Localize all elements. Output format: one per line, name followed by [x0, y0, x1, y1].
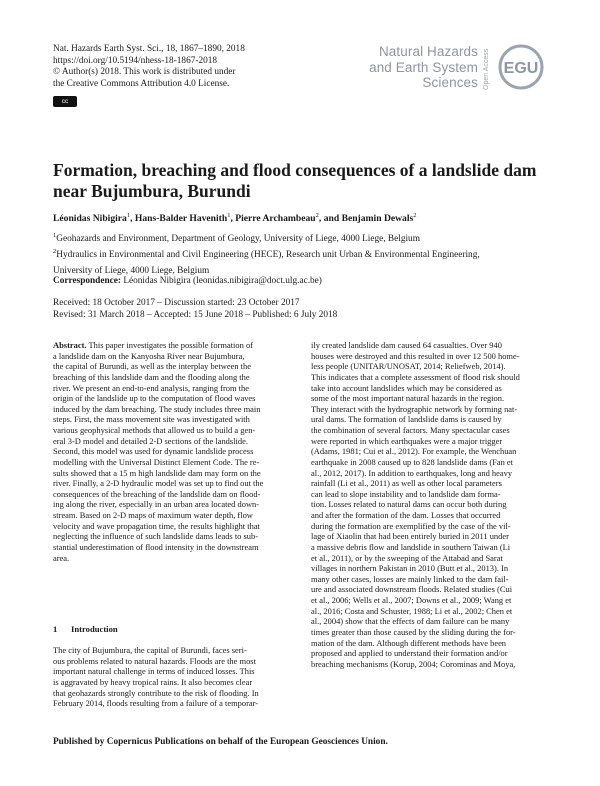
abstract-line: the capital of Burundi, as well as the interplay between the	[53, 361, 251, 372]
abstract-line: river. We present an end-to-end analysis, ranging from the	[53, 382, 249, 393]
abstract-line: steps. First, the mass movement site was investigated with	[53, 414, 250, 425]
author-name: Hans-Balder Havenith	[134, 213, 228, 225]
open-access-label	[483, 40, 495, 92]
abstract-line: velocity and wave propagation time, the results highlight that	[53, 520, 260, 531]
author-list	[53, 212, 553, 224]
correspondence-text[interactable]: Léonidas Nibigira (leonidas.nibigira@doct.ulg.ac.be)	[121, 276, 322, 286]
body-text-line: rainfall (Li et al., 2011) as well as other local parameters	[311, 478, 502, 489]
title-line: Formation, breaching and flood consequences of a landslide dam	[53, 160, 537, 180]
abstract-label: Abstract.	[53, 340, 87, 350]
section-title: Introduction	[71, 624, 118, 634]
body-text-line: earthquake in 2008 caused up to 828 landslide dams (Fan et	[311, 456, 513, 467]
received-date: Received: 18 October 2017 – Discussion started: 23 October 2017	[53, 298, 300, 308]
right-column-text	[311, 340, 554, 669]
correspondence-label: Correspondence:	[53, 276, 121, 286]
license-notice[interactable]: the Creative Commons Attribution 4.0 License.	[53, 78, 230, 89]
abstract	[53, 340, 296, 563]
body-text-line: less people (UNITAR/UNOSAT, 2014; Reliefweb, 2014).	[311, 361, 506, 372]
author-name: Pierre Archambeau	[235, 213, 316, 225]
author-affiliation-mark: 2	[315, 212, 319, 219]
body-text-line: (Adams, 1981; Cui et al., 2012). For example, the Wenchuan	[311, 446, 517, 457]
body-text-line: ural dams. The formation of landslide dams is caused by	[311, 414, 502, 425]
body-text-line: times greater than those caused by the sliding during the for-	[311, 626, 516, 637]
author-affiliation-mark: 1	[126, 212, 131, 219]
introduction-line: ous problems related to natural hazards. Floods are the most	[53, 655, 256, 666]
doi-link[interactable]: https://doi.org/10.5194/nhess-18-1867-2018	[53, 55, 218, 66]
abstract-line: a landslide dam on the Kanyosha River near Bujumbura,	[53, 350, 245, 361]
abstract-line: Second, this model was used for dynamic landslide process	[53, 446, 254, 457]
body-text-line: can lead to slope instability and to landslide dam forma-	[311, 488, 501, 499]
introduction-line: that geohazards strongly contribute to the risk of flooding. In	[53, 687, 259, 698]
revised-date: Revised: 31 March 2018 – Accepted: 15 June 2018 – Published: 6 July 2018	[53, 309, 338, 320]
journal-name	[368, 44, 478, 91]
journal-name-line: Sciences	[422, 75, 478, 90]
abstract-line: river. Finally, a 2-D hydraulic model was set up to find out the	[53, 478, 264, 489]
abstract-line: stream. Based on 2-D maps of maximum water depth, flow	[53, 510, 253, 520]
body-text-line: some of the most important natural hazards in the region.	[311, 393, 505, 404]
section-number: 1	[53, 624, 58, 634]
affiliation: $^1$Geohazards and Environment, Department of Geology, University of Liege, 4000 Liege, Belgium	[53, 232, 420, 245]
body-text-line: ure and associated downstream floods. Related studies (Cui	[311, 584, 513, 595]
body-text-line: et al., 2006; Wells et al., 2007; Downs et al., 2009; Wang et	[311, 595, 512, 605]
abstract-line: neglecting the influence of such landslide dams leads to sub-	[53, 531, 259, 542]
citation: Nat. Hazards Earth Syst. Sci., 18, 1867–1890, 2018	[53, 44, 245, 54]
body-text-line: villages in northern Pakistan in 2010 (Butt et al., 2013). In	[311, 563, 509, 574]
abstract-line: Abstract. This paper investigates the possible formation of	[53, 340, 253, 350]
introduction-text	[53, 645, 296, 709]
egu-logo	[497, 44, 547, 90]
affiliation-mark: 2	[53, 247, 57, 255]
abstract-line: eral 3-D model and detailed 2-D sections of the landslide.	[53, 435, 248, 446]
abstract-line: breaching of this landslide dam and the flooding along the	[53, 371, 250, 382]
abstract-line: origin of the landslide up to the computation of flood waves	[53, 393, 256, 404]
author-separator: ,	[230, 213, 236, 225]
title-line: near Bujumbura, Burundi	[53, 181, 251, 201]
open-access-text: Open Access	[483, 48, 490, 90]
abstract-line: stantial underestimation of flood intensity in the downstream	[53, 541, 259, 552]
cc-license-badge[interactable]: cc	[53, 96, 77, 107]
author-affiliation-mark: 1	[227, 212, 231, 219]
affiliations	[53, 230, 553, 277]
section-heading-introduction	[53, 624, 118, 634]
body-text-line: ily created landslide dam caused 64 casualties. Over 940	[311, 340, 502, 350]
journal-name-line: Natural Hazards	[378, 44, 478, 59]
paper-title	[53, 160, 553, 202]
body-text-line: et al., 2011), or by the sweeping of the Attabad and Sarat	[311, 552, 503, 563]
abstract-line: modelling with the Universal Distinct Element Code. The re-	[53, 456, 260, 467]
introduction-line: important natural challenge in terms of induced losses. This	[53, 666, 255, 677]
abstract-line: consequences of the breaching of the landslide dam on flood-	[53, 488, 261, 499]
article-metadata	[53, 44, 353, 90]
author-name: Benjamin Dewals	[341, 213, 414, 225]
abstract-line: ing along the river, especially in an urban area located down-	[53, 499, 260, 510]
body-text-line: were reported in which earthquakes were a major trigger	[311, 435, 503, 446]
introduction-line: is aggravated by heavy tropical rains. It also becomes clear	[53, 676, 253, 687]
author-separator: , and	[318, 213, 342, 225]
body-text-line: the combination of several factors. Many spectacular cases	[311, 425, 510, 435]
affiliation: $^2$Hydraulics in Environmental and Civil Engineering (HECE), Research unit Urban & Environmental Engineering,	[53, 247, 480, 260]
journal-name-line: and Earth System	[369, 59, 478, 75]
body-text-line: tion. Losses related to natural dams can occur both during	[311, 499, 507, 510]
author-name: Léonidas Nibigira	[53, 213, 127, 225]
body-text-line: al., 2012, 2017). In addition to earthquakes, long and heavy	[311, 467, 513, 478]
article-dates	[53, 298, 553, 321]
body-text-line: lage of Xiaolin that had been entirely buried in 2011 under	[311, 531, 509, 542]
affiliation: University of Liege, 4000 Liege, Belgium	[53, 265, 210, 276]
abstract-line: area.	[53, 552, 70, 563]
body-text-line: mation of the dam. Although different methods have been	[311, 637, 507, 648]
author-separator: ,	[130, 213, 135, 225]
abstract-line: sults showed that a 15 m high landslide dam may form on the	[53, 467, 261, 478]
correspondence	[53, 276, 553, 286]
body-text-line: houses were destroyed and this resulted in over 12 500 home-	[311, 350, 520, 361]
copyright-notice: © Author(s) 2018. This work is distributed under	[53, 67, 236, 78]
body-text-line: al., 2004) show that the effects of dam failure can be many	[311, 616, 510, 627]
body-text-line: proposed and applied to understand their formation and/or	[311, 648, 508, 659]
abstract-line: various geophysical methods that allowed us to build a gen-	[53, 425, 256, 435]
body-text-line: breaching mechanisms (Korup, 2004; Corominas and Moya,	[311, 658, 516, 669]
body-text-line: They interact with the hydrographic network by forming nat-	[311, 403, 518, 414]
body-text-line: al., 2016; Costa and Schuster, 1988; Li et al., 2002; Chen et	[311, 605, 513, 616]
body-text-line: and after the formation of the dam. Losses that occurred	[311, 510, 501, 520]
introduction-line: The city of Bujumbura, the capital of Burundi, faces seri-	[53, 645, 247, 655]
body-text-line: a massive debris flow and landslide in southern Taiwan (Li	[311, 541, 511, 552]
publisher-footer: Published by Copernicus Publications on behalf of the European Geosciences Union.	[53, 737, 388, 747]
body-text-line: take into account landslides which may be considered as	[311, 382, 502, 393]
body-text-line: This indicates that a complete assessment of flood risk should	[311, 371, 520, 382]
egu-logo-text: EGU	[503, 60, 539, 77]
introduction-line: February 2014, floods resulting from a failure of a temporar-	[53, 698, 259, 709]
author-affiliation-mark: 2	[413, 212, 417, 219]
abstract-line: induced by the dam breaching. The study includes three main	[53, 403, 261, 414]
body-text-line: many other cases, losses are mainly linked to the dam fail-	[311, 573, 509, 584]
affiliation-mark: 1	[53, 232, 57, 239]
body-text-line: during the formation are exemplified by the case of the vil-	[311, 520, 511, 531]
